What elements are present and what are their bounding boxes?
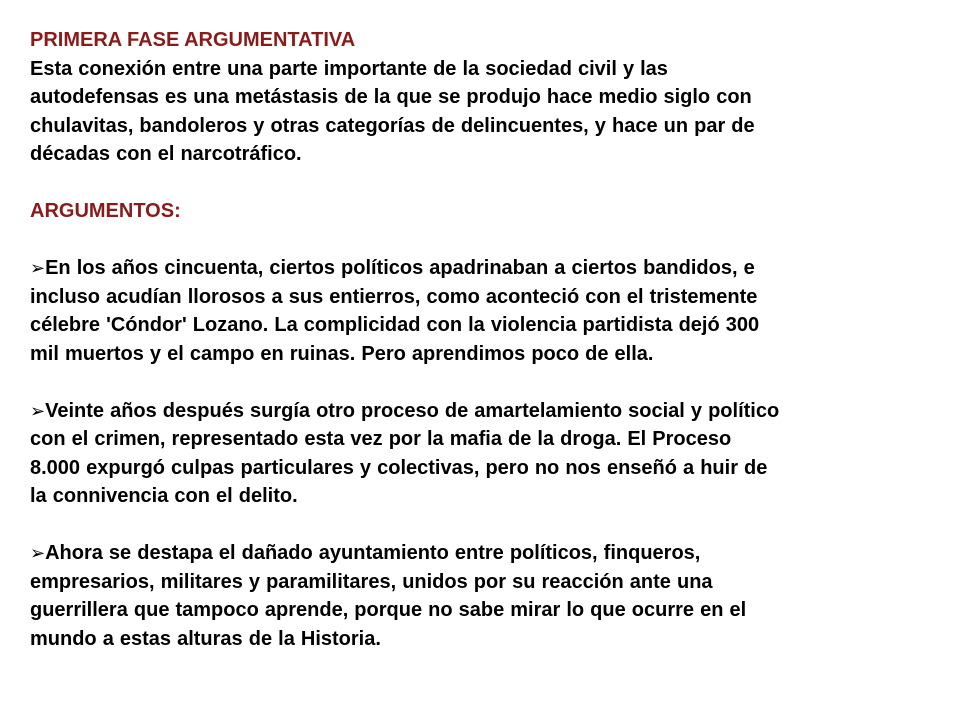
intro-line-2: autodefensas es una metástasis de la que se produjo hace medio siglo con bbox=[30, 86, 752, 108]
bullet-2-line-3: 8.000 expurgó culpas particulares y colectivas, pero no nos enseñó a huir de bbox=[30, 456, 768, 479]
bullet-1-line-2: incluso acudían llorosos a sus entierros, como aconteció con el tristemente bbox=[30, 285, 758, 308]
spacer bbox=[30, 511, 930, 540]
bullet-1-line-4: mil muertos y el campo en ruinas. Pero aprendimos poco de ella. bbox=[30, 342, 654, 365]
bullet-item-1 bbox=[30, 254, 930, 368]
spacer bbox=[30, 368, 930, 397]
bullet-2-text-1: Veinte años después surgía otro proceso de amartelamiento social y político bbox=[45, 399, 780, 422]
bullet-3-line-4: mundo a estas alturas de la Historia. bbox=[30, 627, 381, 650]
bullet-3-line-1 bbox=[30, 539, 930, 568]
bullet-1-line-1 bbox=[30, 254, 930, 283]
arrowhead-bullet-icon: ➢ bbox=[30, 543, 46, 563]
arrowhead-bullet-icon: ➢ bbox=[30, 258, 46, 278]
bullet-2-line-1 bbox=[30, 397, 930, 426]
bullet-2-line-2: con el crimen, representado esta vez por la mafia de la droga. El Proceso bbox=[30, 428, 732, 450]
spacer bbox=[30, 226, 930, 255]
intro-line-4: décadas con el narcotráfico. bbox=[30, 143, 302, 165]
section-heading-argumentos: ARGUMENTOS: bbox=[30, 200, 181, 222]
bullet-1-line-3: célebre 'Cóndor' Lozano. La complicidad con la violencia partidista dejó 300 bbox=[30, 314, 760, 336]
bullet-3-line-2: empresarios, militares y paramilitares, unidos por su reacción ante una bbox=[30, 570, 713, 593]
bullet-2-line-4: la connivencia con el delito. bbox=[30, 485, 298, 507]
spacer bbox=[30, 169, 930, 198]
bullet-item-3 bbox=[30, 539, 930, 653]
bullet-3-line-3: guerrillera que tampoco aprende, porque no sabe mirar lo que ocurre en el bbox=[30, 599, 747, 621]
intro-line-1: Esta conexión entre una parte importante de la sociedad civil y las bbox=[30, 57, 668, 80]
arrowhead-bullet-icon: ➢ bbox=[30, 400, 46, 421]
slide-content bbox=[30, 26, 930, 653]
bullet-1-text-1: En los años cincuenta, ciertos políticos apadrinaban a ciertos bandidos, e bbox=[45, 257, 755, 279]
intro-line-3: chulavitas, bandoleros y otras categorías de delincuentes, y hace un par de bbox=[30, 114, 755, 137]
section-heading-primera-fase: PRIMERA FASE ARGUMENTATIVA bbox=[30, 29, 356, 51]
bullet-3-text-1: Ahora se destapa el dañado ayuntamiento entre políticos, finqueros, bbox=[45, 542, 701, 564]
bullet-item-2 bbox=[30, 397, 930, 511]
